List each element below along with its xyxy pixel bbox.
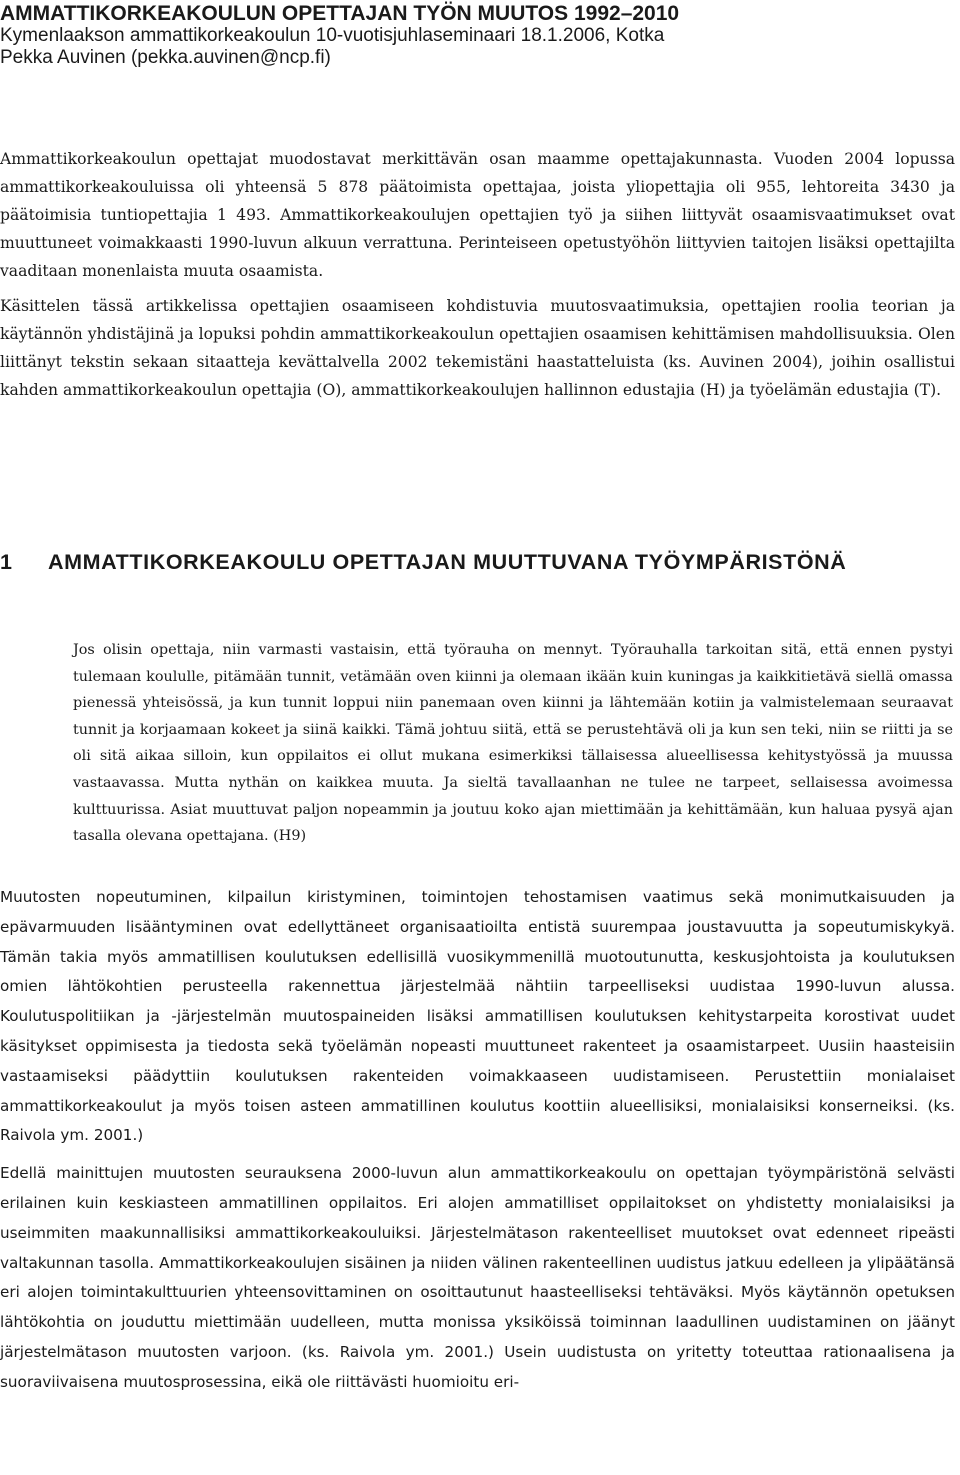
main-section — [0, 883, 955, 1398]
seminar-line: Kymenlaakson ammattikorkeakoulun 10-vuotisjuhlaseminaari 18.1.2006, Kotka — [0, 25, 665, 46]
main-paragraph-2: Edellä mainittujen muutosten seurauksena 2000-luvun alun ammattikorkeakoulu on opettajan työympäristönä selvästi erilainen kuin keskiasteen ammatillinen oppilaitos. Eri alojen ammatilliset oppilaitokset on yhdistetty monialaisiksi ja useimmiten maakunnallisiksi ammattikorkeakouluiksi. Järjestelmätason rakenteelliset muutokset ovat edenneet ripeästi valtakunnan tasolla. Ammattikorkeakoulujen sisäinen ja niiden välinen rakenteellinen uudistus jatkuu edelleen ja ylipäätänsä eri alojen toimintakulttuurien yhteensovittaminen on osoittautunut haasteelliseksi tehtäväksi. Myös käytännön opetuksen lähtökohtia on jouduttu miettimään uudelleen, mutta monissa yksiköissä toiminnan laadullinen uudistaminen on jäänyt järjestelmätason muutosten varjoon. (ks. Raivola ym. 2001.) Usein uudistusta on yritetty toteuttaa rationaalisena ja suoraviivaisena muutosprosessina, eikä ole riittävästi huomioitu eri- — [0, 1164, 955, 1391]
author-line: Pekka Auvinen (pekka.auvinen@ncp.fi) — [0, 47, 331, 68]
interview-quote: Jos olisin opettaja, niin varmasti vastaisin, että työrauha on mennyt. Työrauhalla tarkoitan sitä, että ennen pystyi tulemaan koululle, pitämään tunnit, vetämään oven kiinni ja olemaan ikään kuin kuningas ja kaikkitietävä siellä omassa pienessä yhteisössä, ja kun tunnit loppui niin panemaan oven kiinni ja lähtemään kotiin ja valmistelemaan seuraavat tunnit ja korjaamaan kokeet ja siinä kaikki. Tämä johtuu siitä, että se perustehtävä oli ja kun sen teki, niin se riitti ja se oli sitä aikaa silloin, kun oppilaitos ei ollut mukana esimerkiksi tällaisessa alueellisessa kehitystyössä ja muussa vastaavassa. Mutta nythän on kaikkea muuta. Ja sieltä tavallaanhan ne tulee ne tarpeet, sellaisessa avoimessa kulttuurissa. Asiat muuttuvat paljon nopeammin ja joutuu koko ajan miettimään ja kehittämään, kun haluaa pysyä ajan tasalla olevana opettajana. (H9) — [73, 642, 953, 845]
intro-paragraph-2: Käsittelen tässä artikkelissa opettajien osaamiseen kohdistuvia muutosvaatimuksia, opettajien roolia teorian ja käytännön yhdistäjinä ja lopuksi pohdin ammattikorkeakoulun opettajien osaamisen kehittämisen mahdollisuuksia. Olen liittänyt tekstin sekaan sitaatteja kevättalvella 2002 tekemistäni haastatteluista (ks. Auvinen 2004), joihin osallistui kahden ammattikorkeakoulun opettajia (O), ammattikorkeakoulujen hallinnon edustajia (H) ja työelämän edustajia (T). — [0, 297, 955, 399]
section-number: 1 — [0, 550, 13, 574]
document-header — [0, 2, 960, 69]
document-title: AMMATTIKORKEAKOULUN OPETTAJAN TYÖN MUUTOS 1992–2010 — [0, 2, 680, 25]
intro-paragraph-1: Ammattikorkeakoulun opettajat muodostavat merkittävän osan maamme opettajakunnasta. Vuoden 2004 lopussa ammattikorkeakouluissa oli yhteensä 5 878 päätoimista opettajaa, joista yliopettajia oli 955, lehtoreita 3430 ja päätoimisia tuntiopettajia 1 493. Ammattikorkeakoulujen opettajien työ ja siihen liittyvät osaamisvaatimukset ovat muuttuneet voimakkaasti 1990-luvun alkuun verrattuna. Perinteiseen opetustyöhön liittyvien taitojen lisäksi opettajilta vaaditaan monenlaista muuta osaamista. — [0, 150, 955, 280]
section-title: AMMATTIKORKEAKOULU OPETTAJAN MUUTTUVANA TYÖYMPÄRISTÖNÄ — [48, 550, 847, 574]
section-heading — [0, 547, 955, 578]
main-paragraph-1: Muutosten nopeutuminen, kilpailun kiristyminen, toimintojen tehostamisen vaatimus sekä monimutkaisuuden ja epävarmuuden lisääntyminen ovat edellyttäneet organisaatioilta entistä suurempaa joustavuutta ja sopeutumiskykyä. Tämän takia myös ammatillisen koulutuksen edellisillä vuosikymmenillä muotoutunutta, keskusjohtoista ja koulutuksen omien lähtökohtien perusteella rakennettua järjestelmää nähtiin tarpeelliseksi uudistaa 1990-luvun alussa. Koulutuspolitiikan ja -järjestelmän muutospaineiden lisäksi ammatillisen koulutuksen kehitystarpeita korostivat uudet käsitykset oppimisesta ja tiedosta sekä työelämän nopeasti muuttuneet rakenteet ja osaamistarpeet. Uusiin haasteisiin vastaamiseksi päädyttiin koulutuksen rakenteiden voimakkaaseen uudistamiseen. Perustettiin monialaiset ammattikorkeakoulut ja myös toisen asteen ammatillinen koulutus koottiin alueellisiksi, monialaisiksi konserneiksi. (ks. Raivola ym. 2001.) — [0, 888, 955, 1145]
intro-section — [0, 145, 955, 404]
